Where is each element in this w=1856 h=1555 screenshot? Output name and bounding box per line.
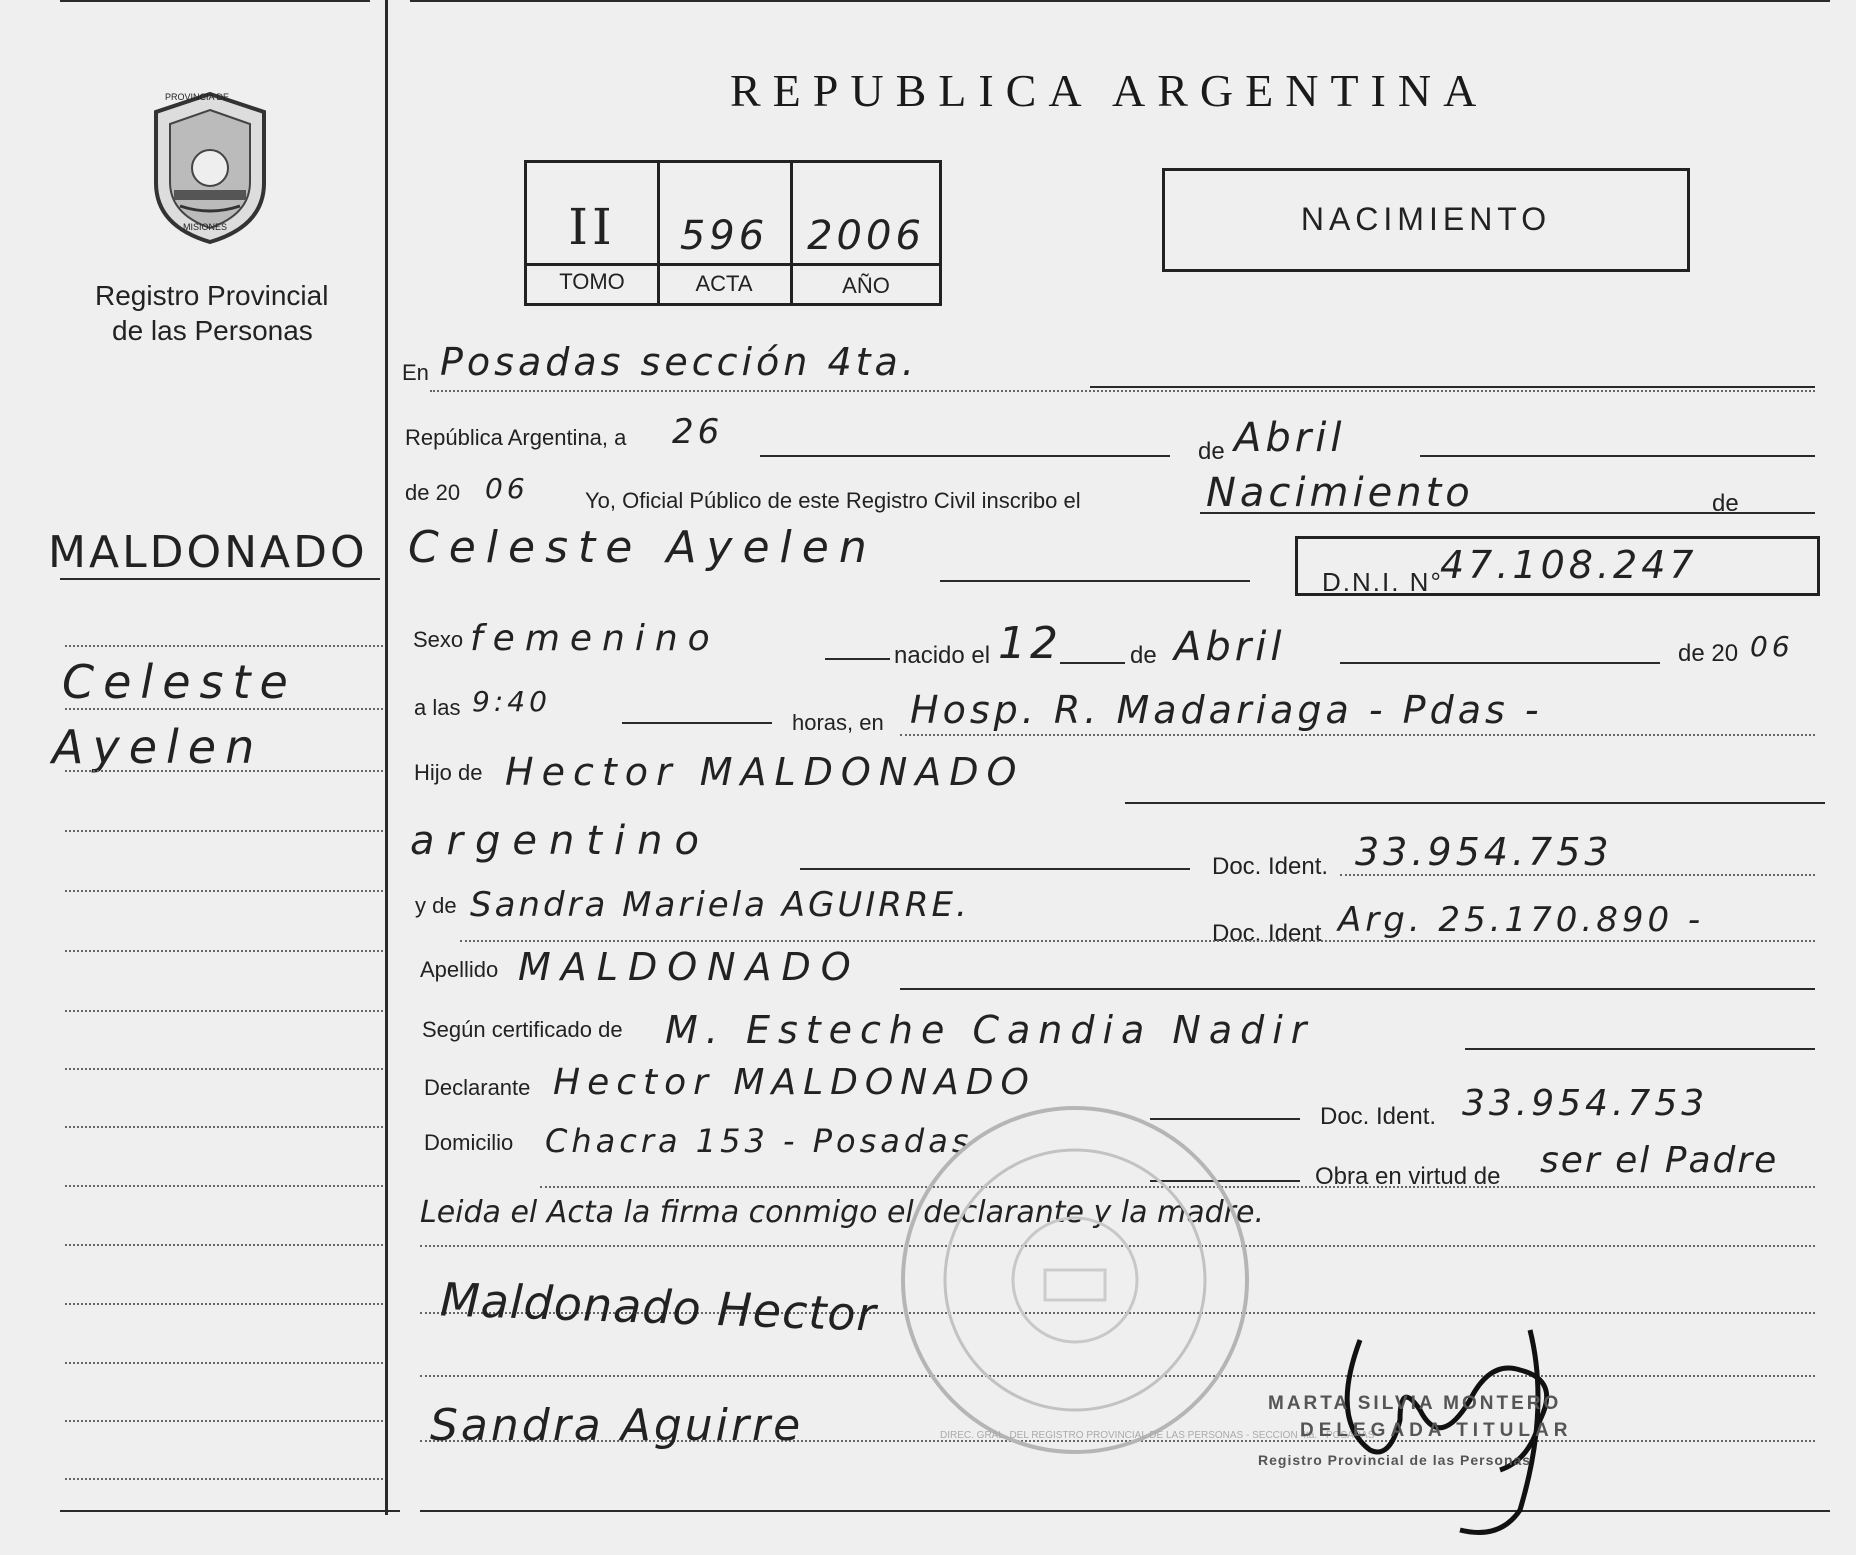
horas-label: horas, en xyxy=(792,710,884,735)
official-title: DELEGADA TITULAR xyxy=(1300,1420,1573,1441)
sexo-value: femenino xyxy=(470,618,720,659)
en-value: Posadas sección 4ta. xyxy=(440,340,918,384)
birth-year: 06 xyxy=(1750,630,1794,663)
month-value: Abril xyxy=(1234,415,1346,461)
margin-name-line2: Ayelen xyxy=(52,720,264,774)
mother-doc-value: Arg. 25.170.890 - xyxy=(1338,900,1705,940)
republica-label: República Argentina, a xyxy=(405,425,627,450)
mother-signature: Sandra Aguirre xyxy=(430,1400,804,1451)
margin-name-line1: Celeste xyxy=(62,655,297,709)
father-signature: Maldonado Hector xyxy=(439,1272,878,1342)
official-office: Registro Provincial de las Personas xyxy=(1258,1452,1532,1468)
registry-name-line2: de las Personas xyxy=(112,315,313,346)
domicilio-label: Domicilio xyxy=(424,1130,514,1155)
tomo-label: TOMO xyxy=(559,269,625,294)
year-prefix-label: de 20 xyxy=(405,480,461,505)
father-nationality: argentino xyxy=(410,818,711,864)
domicilio-value: Chacra 153 - Posadas xyxy=(545,1122,973,1160)
mother-doc-label: Doc. Ident xyxy=(1212,920,1322,947)
segun-label: Según certificado de xyxy=(422,1017,623,1042)
birth-de-label: de xyxy=(1130,642,1157,669)
apellido-label: Apellido xyxy=(420,957,499,982)
hijo-label: Hijo de xyxy=(414,760,483,785)
dni-box xyxy=(1295,536,1820,596)
official-seal xyxy=(895,1100,1255,1460)
nacido-label: nacido el xyxy=(894,642,991,669)
margin-divider xyxy=(385,0,388,1515)
acta-label: ACTA xyxy=(695,271,753,296)
declarante-value: Hector MALDONADO xyxy=(553,1062,1036,1103)
inscribe-value: Nacimiento xyxy=(1206,470,1474,516)
father-name: Hector MALDONADO xyxy=(505,750,1025,794)
dni-label: D.N.I. N° xyxy=(1322,567,1443,597)
en-label: En xyxy=(402,360,429,385)
emblem-top-text: PROVINCIA DE xyxy=(165,92,230,102)
record-box xyxy=(524,160,942,306)
page-title: REPUBLICA ARGENTINA xyxy=(730,65,1489,116)
reading-text: Leida el Acta la firma conmigo el declarante y la madre. xyxy=(420,1195,1265,1230)
year-value: 06 xyxy=(485,472,529,505)
margin-surname: MALDONADO xyxy=(48,527,368,578)
registry-name-line1: Registro Provincial xyxy=(95,280,329,311)
declarante-doc-label: Doc. Ident. xyxy=(1320,1103,1437,1130)
seal-text: DIREC. GRAL. DEL REGISTRO PROVINCIAL DE LAS PERSONAS - SECCION 4ta. - POSADAS xyxy=(940,1430,1375,1441)
father-doc-label: Doc. Ident. xyxy=(1212,853,1329,880)
birth-place: Hosp. R. Madariaga - Pdas - xyxy=(910,688,1543,732)
official-name: MARTA SILVIA MONTERO xyxy=(1268,1393,1562,1414)
birth-day: 12 xyxy=(998,618,1062,669)
father-doc-value: 33.954.753 xyxy=(1355,830,1613,874)
sexo-label: Sexo xyxy=(413,627,464,652)
record-box-divider xyxy=(527,263,939,266)
segun-value: M. Esteche Candia Nadir xyxy=(665,1008,1315,1052)
child-name: Celeste Ayelen xyxy=(408,522,877,573)
mother-name: Sandra Mariela AGUIRRE. xyxy=(470,885,970,925)
apellido-value: MALDONADO xyxy=(518,945,861,989)
tomo-value: II xyxy=(568,198,616,256)
acta-value: 596 xyxy=(679,213,769,259)
yo-text: Yo, Oficial Público de este Registro Civil inscribo el xyxy=(585,488,1081,513)
anio-label: AÑO xyxy=(842,273,890,298)
act-type-label: NACIMIENTO xyxy=(1300,201,1552,237)
de-label-2: de xyxy=(1712,490,1739,517)
birth-month: Abril xyxy=(1174,624,1286,670)
yde-label: y de xyxy=(415,893,457,918)
anio-value: 2006 xyxy=(807,213,925,259)
month-de-label: de xyxy=(1198,438,1225,465)
dni-value: 47.108.247 xyxy=(1440,543,1698,587)
day-value: 26 xyxy=(672,412,724,452)
declarante-doc-value: 33.954.753 xyxy=(1462,1083,1709,1124)
alas-label: a las xyxy=(414,695,461,720)
hour-value: 9:40 xyxy=(472,685,551,718)
obra-value: ser el Padre xyxy=(1540,1140,1779,1181)
act-type-box xyxy=(1162,168,1690,272)
declarante-label: Declarante xyxy=(424,1075,531,1100)
top-border-left xyxy=(60,0,370,2)
obra-label: Obra en virtud de xyxy=(1315,1163,1501,1190)
birth-year-prefix: de 20 xyxy=(1678,640,1739,667)
emblem-bottom-text: MISIONES xyxy=(183,222,228,232)
top-border-right xyxy=(410,0,1830,2)
